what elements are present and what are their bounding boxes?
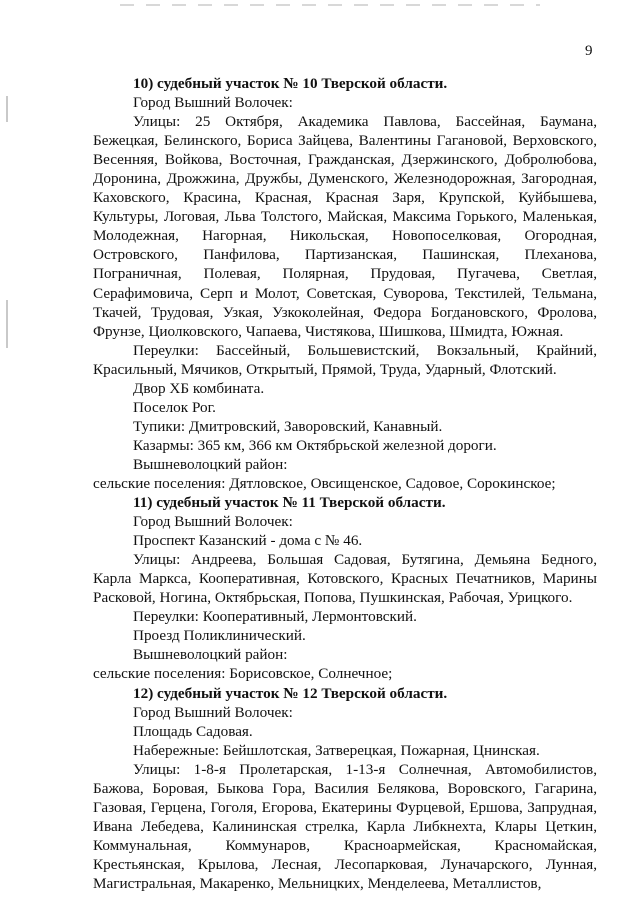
document-body (93, 74, 597, 893)
paragraph: Город Вышний Волочек: (133, 703, 293, 721)
section-heading: 10) судебный участок № 10 Тверской области. (133, 75, 448, 92)
paragraph: Переулки: Бассейный, Большевистский, Вокзальный, Крайний, Красильный, Мячиков, Открытый, Прямой, Труда, Ударный, Флотский. (93, 341, 597, 378)
paragraph: Тупики: Дмитровский, Заворовский, Канавный. (133, 417, 443, 435)
paragraph: Вышневолоцкий район: (133, 455, 288, 473)
paragraph: Казармы: 365 км, 366 км Октябрьской железной дороги. (133, 436, 497, 454)
page-number: 9 (585, 43, 593, 59)
paragraph: Двор ХБ комбината. (133, 379, 265, 397)
paragraph: сельские поселения: Дятловское, Овсищенское, Садовое, Сорокинское; (93, 474, 556, 492)
paragraph: Проспект Казанский - дома с № 46. (133, 532, 363, 550)
paragraph: Улицы: 1-8-я Пролетарская, 1-13-я Солнечная, Автомобилистов, Бажова, Боровая, Быкова Гора, Василия Белякова, Воровского, Гагарина, Газовая, Герцена, Гоголя, Егорова, Екатерины Фурцевой, Ершова, Запрудная, Ивана Лебедева, Калининская стрелка, Карла Либкнехта, Клары Цеткин, Коммунальная, Коммунаров, Красноармейская, Красномайская, Крестьянская, Крылова, Лесная, Лесопарковая, Луначарского, Лунная, Магистральная, Макаренко, Мельницких, Менделеева, Металлистов, (93, 760, 597, 892)
section-heading: 11) судебный участок № 11 Тверской области. (133, 494, 446, 512)
paragraph: Набережные: Бейшлотская, Затверецкая, Пожарная, Цнинская. (133, 741, 540, 759)
paragraph: Улицы: Андреева, Большая Садовая, Бутягина, Демьяна Бедного, Карла Маркса, Кооперативная, Котовского, Красных Печатников, Марины Расковой, Ногина, Октябрьская, Попова, Пушкинская, Рабочая, Урицкого. (93, 551, 597, 607)
paragraph: Город Вышний Волочек: (133, 94, 293, 112)
scan-margin-mark (6, 96, 8, 122)
scan-artifact-top (120, 4, 540, 6)
paragraph: Поселок Рог. (133, 398, 216, 416)
paragraph: Город Вышний Волочек: (133, 513, 293, 531)
paragraph: Улицы: 25 Октября, Академика Павлова, Бассейная, Баумана, Бежецкая, Белинского, Бориса Зайцева, Валентины Гагановой, Верховского, Весенняя, Войкова, Восточная, Гражданская, Дзержинского, Добролюбова, Доронина, Дрожжина, Дружбы, Думенского, Железнодорожная, Загородная, Каховского, Красина, Красная, Красная Заря, Крупской, Куйбышева, Культуры, Логовая, Льва Толстого, Майская, Максима Горького, Маленькая, Молодежная, Нагорная, Никольская, Новопоселковая, Огородная, Островского, Панфилова, Партизанская, Пашинская, Плеханова, Пограничная, Полевая, Полярная, Прудовая, Пугачева, Светлая, Серафимовича, Серп и Молот, Советская, Суворова, Текстилей, Тельмана, Ткачей, Трудовая, Узкая, Узкоколейная, Федора Богдановского, Фролова, Фрунзе, Циолковского, Чапаева, Чистякова, Шишкова, Шмидта, Южная. (93, 113, 597, 340)
paragraph: Площадь Садовая. (133, 722, 253, 740)
section-heading: 12) судебный участок № 12 Тверской области. (133, 684, 448, 702)
paragraph: Вышневолоцкий район: (133, 646, 288, 664)
paragraph: сельские поселения: Борисовское, Солнечное; (93, 665, 393, 683)
scan-margin-mark (6, 300, 8, 348)
paragraph: Проезд Поликлинический. (133, 627, 306, 645)
paragraph: Переулки: Кооперативный, Лермонтовский. (133, 608, 417, 626)
